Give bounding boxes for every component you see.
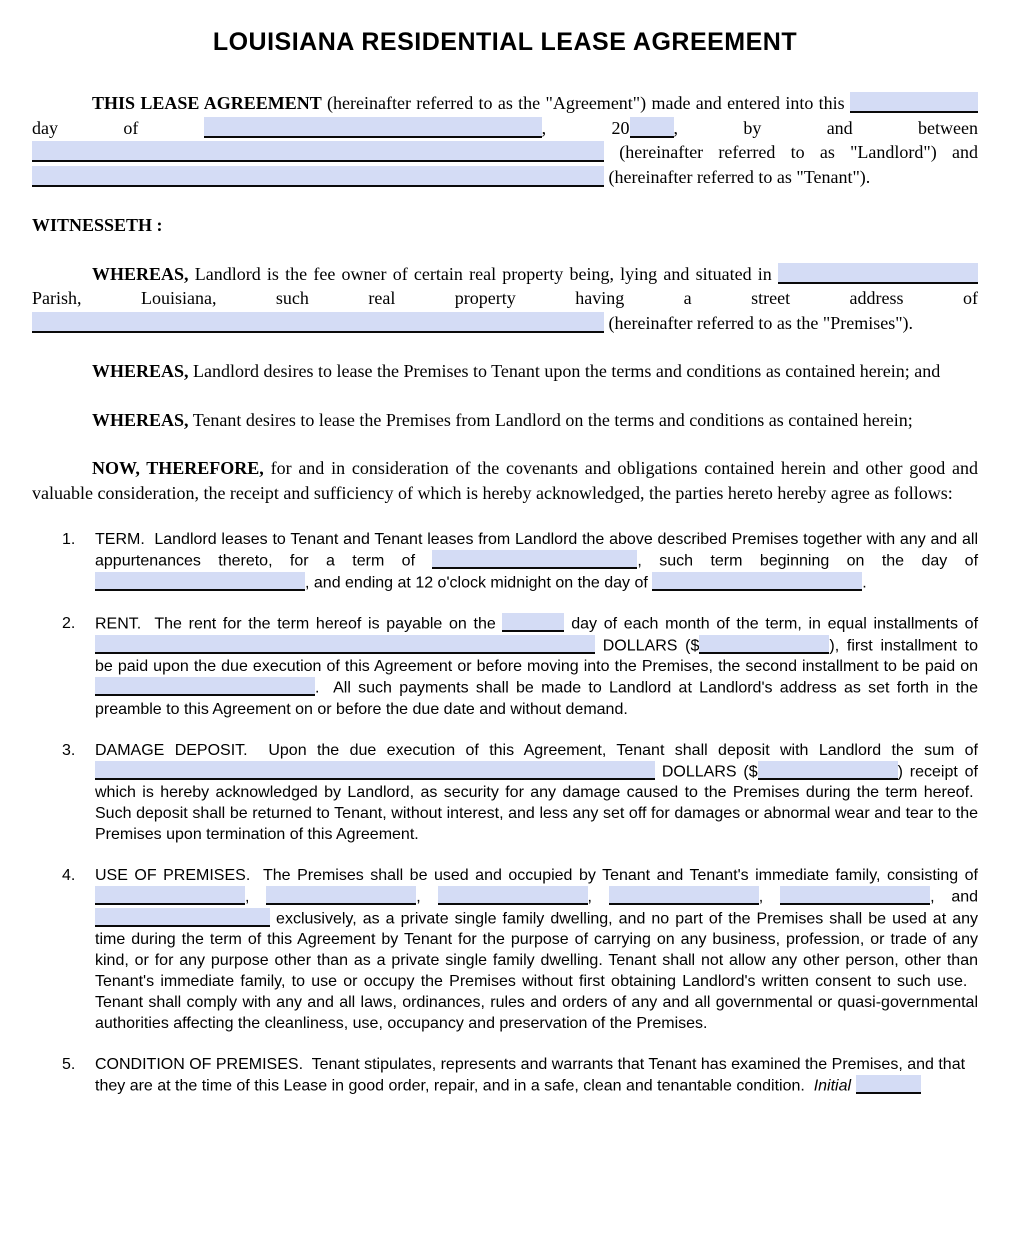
clause-rent-text-4: ), first installment to be paid upon the due execution of this Agreement or before moving into the Premises, the second installment to be paid on — [95, 637, 978, 675]
clause-term-text-2: , such term beginning on the day of — [637, 552, 979, 570]
clause-rent — [32, 613, 978, 720]
field-occupant-4[interactable] — [609, 886, 759, 905]
whereas-owner-text-1: Landlord is the fee owner of certain real property being, lying and situated in — [188, 263, 778, 284]
clause-condition-text-1: CONDITION OF PREMISES. Tenant stipulates, represents and warrants that Tenant has examined the Premises, and that they are at the time of this Lease in good order, repair, and in a safe, clean and tenantable condition. — [95, 1056, 966, 1095]
whereas-tenant-text: Tenant desires to lease the Premises from Landlord on the terms and conditions as contained herein; — [188, 409, 913, 430]
field-occupant-1[interactable] — [95, 886, 245, 905]
field-deposit-amount-numeric[interactable] — [758, 761, 898, 780]
now-therefore-paragraph — [32, 456, 978, 505]
witnesseth-heading — [32, 213, 978, 238]
now-therefore-text: for and in consideration of the covenants and obligations contained herein and other good and valuable consideration, the receipt and sufficiency of which is hereby acknowledged, the parties hereto hereby agree as follows: — [32, 458, 978, 503]
clause-term-text-4: . — [862, 574, 867, 591]
field-rent-due-day[interactable] — [502, 613, 564, 632]
field-agreement-year[interactable] — [630, 117, 674, 138]
clause-use-text-2: , — [245, 888, 267, 906]
initial-label: Initial — [813, 1077, 856, 1095]
clause-use-of-premises — [32, 865, 978, 1034]
field-agreement-day[interactable] — [850, 92, 978, 113]
clause-damage-deposit — [32, 740, 978, 846]
whereas-tenant-lead: WHEREAS, — [92, 409, 189, 430]
preamble-text-5: (hereinafter referred to as "Landlord") and — [604, 142, 978, 162]
clause-term — [32, 529, 978, 593]
preamble-text-6: (hereinafter referred to as "Tenant"). — [604, 166, 871, 187]
field-occupant-6[interactable] — [95, 908, 270, 927]
whereas-landlord-text: Landlord desires to lease the Premises to Tenant upon the terms and conditions as contained herein; and — [188, 361, 941, 381]
witnesseth-label: WITNESSETH : — [32, 215, 163, 235]
preamble-paragraph — [32, 91, 978, 189]
preamble-lead: THIS LEASE AGREEMENT — [92, 93, 322, 113]
field-second-installment-date[interactable] — [95, 677, 315, 696]
field-rent-amount-words[interactable] — [95, 635, 595, 654]
clause-use-text-6: , and — [930, 888, 979, 906]
clause-condition-number: 5. — [62, 1056, 76, 1073]
document-title: LOUISIANA RESIDENTIAL LEASE AGREEMENT — [212, 28, 798, 56]
whereas-tenant-paragraph — [32, 408, 978, 433]
clause-use-text-5: , — [758, 888, 781, 906]
field-occupant-2[interactable] — [266, 886, 416, 905]
whereas-owner-paragraph — [32, 262, 978, 336]
field-tenant-name[interactable] — [32, 166, 604, 187]
field-lease-term-length[interactable] — [432, 550, 637, 569]
clause-rent-number: 2. — [62, 615, 76, 632]
clause-use-text-4: , — [587, 888, 609, 906]
field-landlord-name[interactable] — [32, 141, 604, 162]
now-therefore-lead: NOW, THEREFORE, — [92, 458, 264, 478]
clause-rent-text-2: day of each month of the term, in equal installments of — [564, 615, 979, 633]
whereas-landlord-paragraph — [32, 359, 978, 384]
clause-term-number: 1. — [62, 531, 76, 548]
preamble-text-4: , by and between — [673, 117, 978, 138]
field-agreement-month[interactable] — [204, 117, 542, 138]
field-premises-street-address[interactable] — [32, 312, 604, 333]
clause-damage-deposit-text-1: DAMAGE DEPOSIT. Upon the due execution of this Agreement, Tenant shall deposit with Landlord the sum of — [95, 741, 978, 759]
clause-use-text-1: USE OF PREMISES. The Premises shall be used and occupied by Tenant and Tenant's immediate family, consisting of — [95, 867, 978, 884]
whereas-landlord-lead: WHEREAS, — [92, 361, 189, 381]
field-parish[interactable] — [778, 263, 978, 284]
field-occupant-5[interactable] — [780, 886, 930, 905]
field-occupant-3[interactable] — [438, 886, 588, 905]
clause-list — [32, 529, 978, 1097]
clause-condition-of-premises — [32, 1054, 978, 1097]
clause-rent-text-1: RENT. The rent for the term hereof is payable on the — [95, 615, 503, 633]
clause-term-text-3: , and ending at 12 o'clock midnight on the day of — [305, 574, 653, 591]
clause-use-number: 4. — [62, 867, 76, 884]
field-term-start-date[interactable] — [95, 572, 305, 591]
field-deposit-amount-words[interactable] — [95, 761, 655, 780]
clause-damage-deposit-text-2: DOLLARS ($ — [655, 763, 758, 780]
preamble-text-1: (hereinafter referred to as the "Agreement") made and entered into this — [321, 93, 850, 113]
preamble-text-3: , 20 — [541, 117, 630, 138]
whereas-owner-lead: WHEREAS, — [92, 263, 189, 284]
clause-use-text-7: exclusively, as a private single family dwelling, and no part of the Premises shall be used at any time during the term of this Agreement by Tenant for the purpose of carrying on any business, profession, or trade of any kind, or for any purpose other than as a private single family dwelling. Tenant shall not allow any other person, other than Tenant's immediate family, to use or occupy the Premises without first obtaining Landlord's written consent to such use. Tenant shall comply with any and all laws, ordinances, rules and orders of any and all governmental or quasi-governmental authorities affecting the cleanliness, use, occupancy and preservation of the Premises. — [95, 910, 978, 1032]
field-rent-amount-numeric[interactable] — [699, 635, 829, 654]
clause-term-text-1: TERM. Landlord leases to Tenant and Tenant leases from Landlord the above described Premises together with any and all appurtenances thereto, for a term of — [95, 531, 978, 570]
clause-rent-text-3: DOLLARS ($ — [595, 637, 700, 654]
whereas-owner-text-2: Parish, Louisiana, such real property having a street address of — [32, 288, 978, 308]
preamble-text-2: day of — [32, 117, 204, 138]
field-condition-initial[interactable] — [856, 1075, 921, 1094]
clause-use-text-3: , — [416, 888, 438, 906]
clause-damage-deposit-text-3: ) receipt of which is hereby acknowledged by Landlord, as security for any damage caused to the Premises during the term hereof. Such deposit shall be returned to Tenant, without interest, and less any set off for damages or abnormal wear and tear to the Premises upon termination of this Agreement. — [95, 763, 978, 843]
whereas-owner-text-3: (hereinafter referred to as the "Premises"). — [604, 312, 914, 333]
field-term-end-date[interactable] — [652, 572, 862, 591]
clause-damage-deposit-number: 3. — [62, 741, 76, 759]
clause-rent-text-5: . All such payments shall be made to Landlord at Landlord's address as set forth in the preamble to this Agreement on or before the due date and without demand. — [95, 679, 978, 718]
